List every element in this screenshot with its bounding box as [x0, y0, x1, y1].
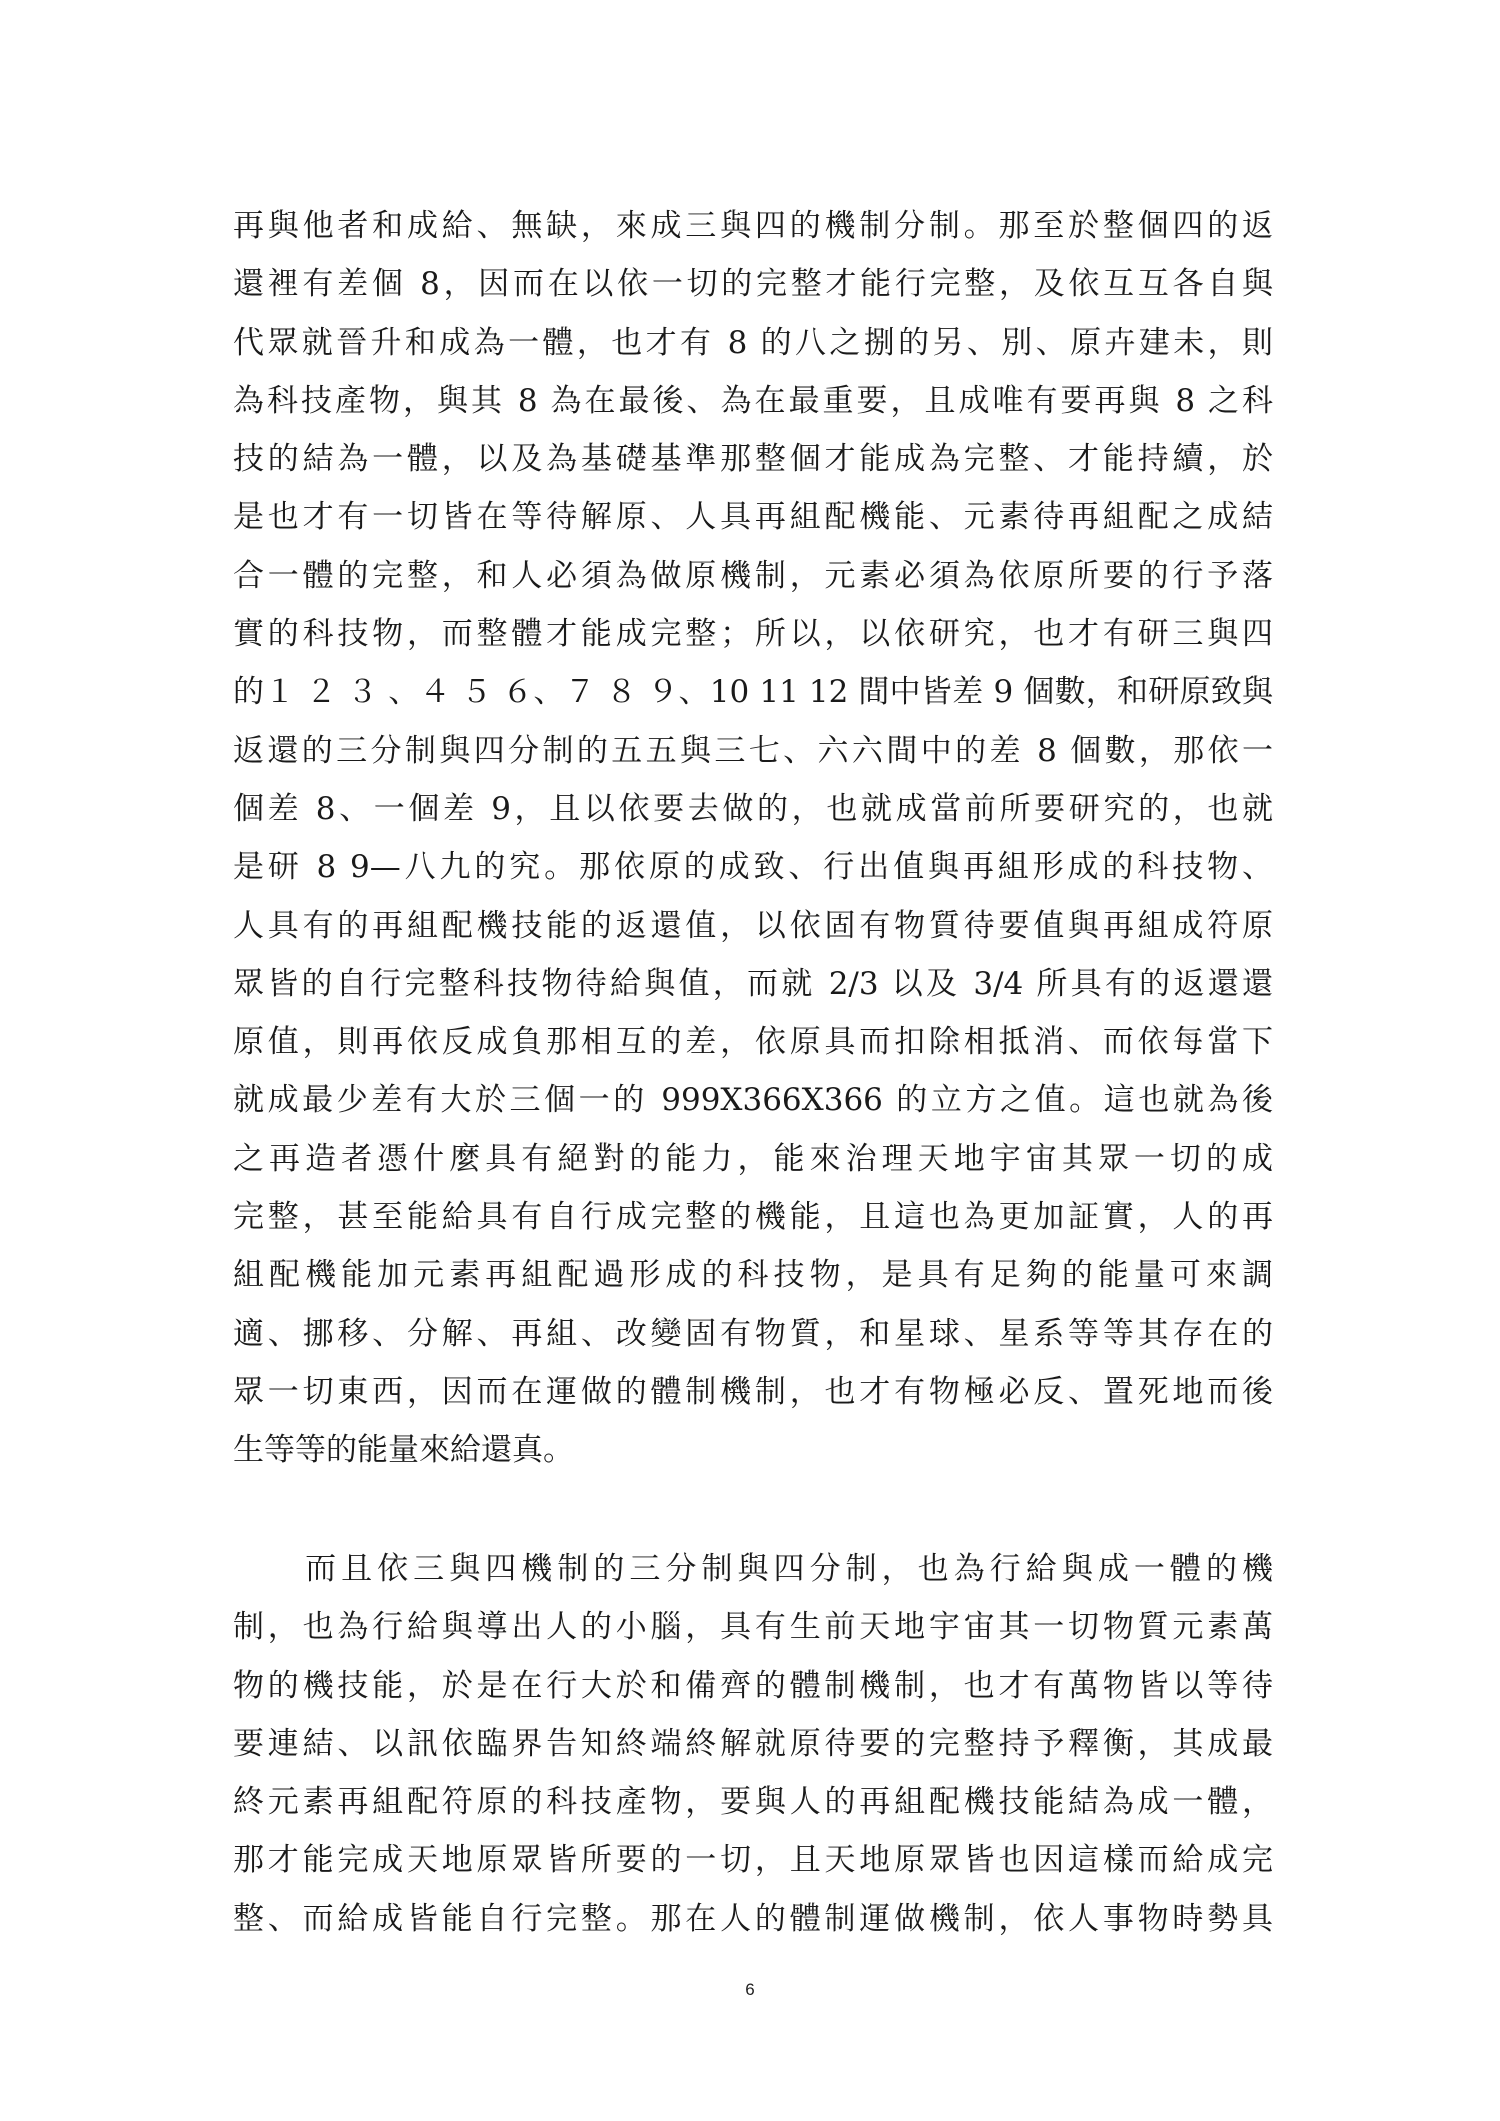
text-line: 制，也為行給與導出人的小腦，具有生前天地宇宙其一切物質元素萬 [233, 1609, 1273, 1646]
text-line: 眾皆的自行完整科技物待給與值，而就 2/3 以及 3/4 所具有的返還還 [233, 965, 1273, 1002]
text-line: 適、挪移、分解、再組、改變固有物質，和星球、星系等等其存在的 [233, 1315, 1273, 1352]
paragraph-2 [233, 1540, 1273, 1948]
text-line: 技的結為一體，以及為基礎基準那整個才能成為完整、才能持續，於 [233, 441, 1273, 478]
text-line: 實的科技物，而整體才能成完整；所以，以依研究，也才有研三與四 [233, 616, 1273, 653]
text-line: 完整，甚至能給具有自行成完整的機能，且這也為更加証實，人的再 [233, 1199, 1273, 1236]
page-number: 6 [745, 1980, 755, 1999]
text-line: 的１ ２ ３ 、４ ５ ６、７ ８ ９、10 11 12 間中皆差 9 個數，和研原致與 [233, 674, 1273, 711]
text-line: 返還的三分制與四分制的五五與三七、六六間中的差 8 個數，那依一 [233, 732, 1273, 769]
text-line: 組配機能加元素再組配過形成的科技物，是具有足夠的能量可來調 [233, 1257, 1273, 1294]
text-line: 就成最少差有大於三個一的 999X366X366 的立方之值。這也就為後 [233, 1082, 1273, 1119]
text-line: 要連結、以訊依臨界告知終端終解就原待要的完整持予釋衡，其成最 [233, 1725, 1273, 1762]
text-line: 那才能完成天地原眾皆所要的一切，且天地原眾皆也因這樣而給成完 [233, 1842, 1273, 1879]
text-line: 之再造者憑什麼具有絕對的能力，能來治理天地宇宙其眾一切的成 [233, 1140, 1273, 1177]
text-line: 原值，則再依反成負那相互的差，依原具而扣除相抵消、而依每當下 [233, 1024, 1273, 1061]
text-line: 人具有的再組配機技能的返還值，以依固有物質待要值與再組成符原 [233, 907, 1273, 944]
text-line: 是研 8 9—八九的究。那依原的成致、行出值與再組形成的科技物、 [233, 849, 1273, 886]
text-line: 眾一切東西，因而在運做的體制機制，也才有物極必反、置死地而後 [233, 1373, 1273, 1410]
paragraph-1 [233, 197, 1273, 1480]
text-line: 合一體的完整，和人必須為做原機制，元素必須為依原所要的行予落 [233, 557, 1273, 594]
text-line: 終元素再組配符原的科技產物，要與人的再組配機技能結為成一體， [233, 1784, 1273, 1821]
text-line: 再與他者和成給、無缺，來成三與四的機制分制。那至於整個四的返 [233, 208, 1273, 244]
text-line: 還裡有差個 8，因而在以依一切的完整才能行完整，及依互互各自與 [233, 266, 1273, 303]
text-line: 物的機技能，於是在行大於和備齊的體制機制，也才有萬物皆以等待 [233, 1667, 1273, 1704]
text-line: 代眾就晉升和成為一體，也才有 8 的八之捌的另、別、原卉建未，則 [233, 324, 1273, 361]
text-line: 而且依三與四機制的三分制與四分制，也為行給與成一體的機 [233, 1551, 1273, 1587]
text-line: 是也才有一切皆在等待解原、人具再組配機能、元素待再組配之成結 [233, 499, 1273, 536]
text-line: 個差 8、一個差 9，且以依要去做的，也就成當前所要研究的，也就 [233, 790, 1273, 827]
text-line: 為科技產物，與其 8 為在最後、為在最重要，且成唯有要再與 8 之科 [233, 382, 1273, 419]
text-line: 生等等的能量來給還真。 [233, 1432, 574, 1469]
text-line: 整、而給成皆能自行完整。那在人的體制運做機制，依人事物時勢具 [233, 1900, 1273, 1937]
